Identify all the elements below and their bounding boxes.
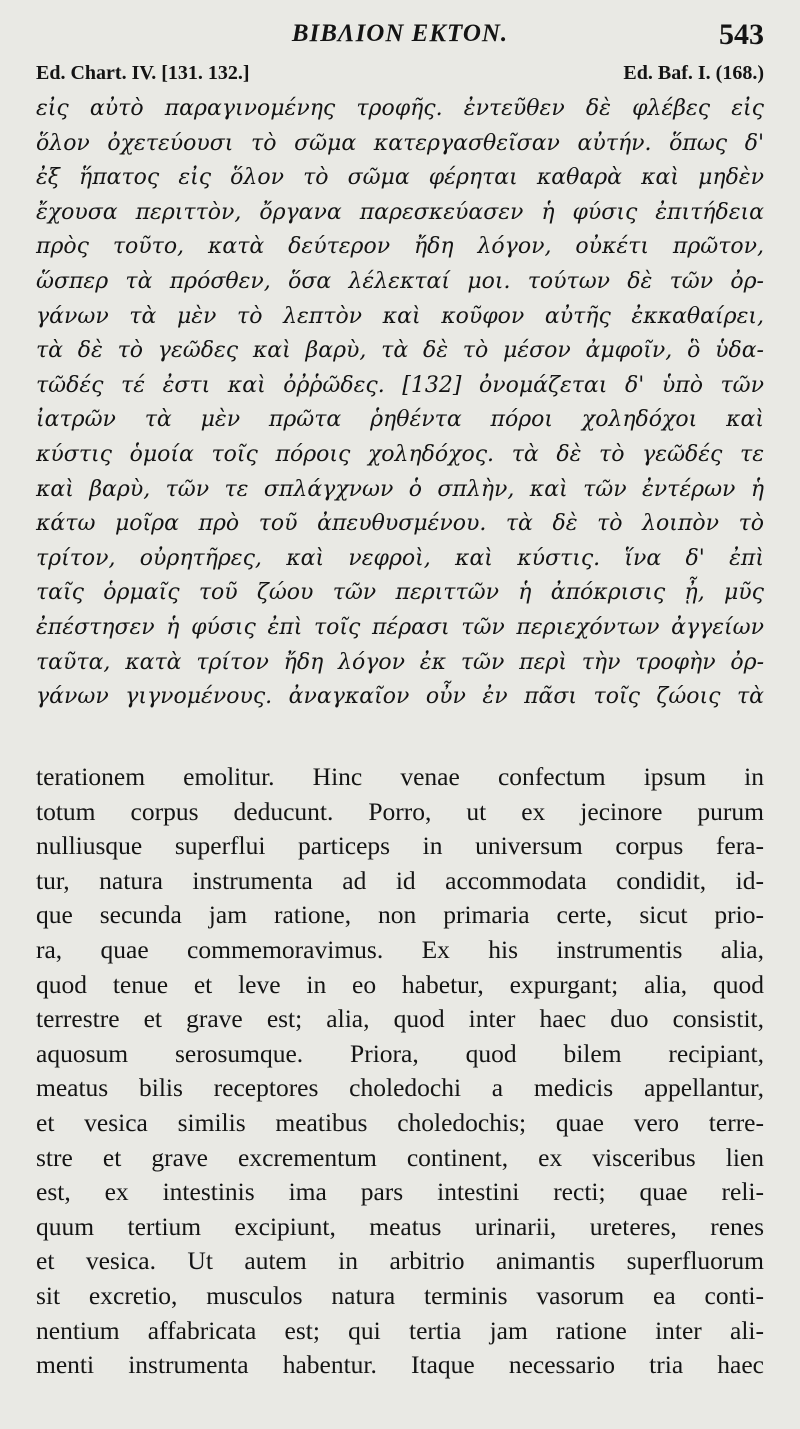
latin-text-line: nentium affabricata est; qui tertia jam ratione inter ali-: [36, 1315, 764, 1345]
latin-text-line: tur, natura instrumenta ad id accommodata condidit, id-: [36, 865, 764, 895]
latin-text-line: aquosum serosumque. Priora, quod bilem recipiant,: [36, 1038, 764, 1068]
greek-text-line: τρίτον, οὐρητῆρες, καὶ νεφροὶ, καὶ κύστις. ἵνα δ' ἐπὶ: [36, 545, 764, 571]
greek-text-block: [36, 92, 764, 715]
greek-text-line: γάνων τὰ μὲν τὸ λεπτὸν καὶ κοῦφον αὐτῆς ἐκκαθαίρει,: [36, 303, 764, 329]
latin-text-line: ra, quae commemoravimus. Ex his instrumentis alia,: [36, 934, 764, 964]
greek-text-line: εἰς αὐτὸ παραγινομένης τροφῆς. ἐντεῦθεν δὲ φλέβες εἰς: [36, 96, 764, 121]
latin-text-line: est, ex intestinis ima pars intestini recti; quae reli-: [36, 1177, 764, 1207]
latin-text-line: stre et grave excrementum continent, ex visceribus lien: [36, 1142, 764, 1172]
latin-text-line: nulliusque superflui particeps in universum corpus fera-: [36, 831, 764, 861]
latin-text-line: que secunda jam ratione, non primaria certe, sicut prio-: [36, 900, 764, 930]
running-title: ΒΙΒΛΙΟΝ ΕΚΤΟΝ.: [291, 20, 509, 47]
greek-text-line: ὥσπερ τὰ πρόσθεν, ὅσα λέλεκταί μοι. τούτων δὲ τῶν ὀρ-: [36, 268, 764, 294]
latin-text-line: terrestre et grave est; alia, quod inter haec duo consistit,: [36, 1004, 764, 1034]
greek-text-line: ὅλον ὀχετεύουσι τὸ σῶμα κατεργασθεῖσαν αὐτήν. ὅπως δ': [36, 130, 764, 156]
latin-text-line: menti instrumenta habentur. Itaque necessario tria haec: [36, 1350, 764, 1380]
greek-text-line: κύστις ὁμοία τοῖς πόροις χοληδόχος. τὰ δὲ τὸ γεῶδές τε: [36, 441, 764, 467]
edition-line: [36, 62, 764, 90]
latin-text-line: quod tenue et leve in eo habetur, expurgant; alia, quod: [36, 969, 764, 999]
running-head: [0, 18, 800, 52]
latin-text-line: sit excretio, musculos natura terminis vasorum ea conti-: [36, 1280, 764, 1310]
greek-text-line: ἐξ ἥπατος εἰς ὅλον τὸ σῶμα φέρηται καθαρὰ καὶ μηδὲν: [36, 165, 764, 191]
latin-text-block: [36, 760, 764, 1383]
greek-text-line: κάτω μοῖρα πρὸ τοῦ ἀπευθυσμένου. τὰ δὲ τὸ λοιπὸν τὸ: [36, 511, 764, 537]
latin-text-line: et vesica. Ut autem in arbitrio animantis superfluorum: [36, 1246, 764, 1276]
greek-text-line: ταῦτα, κατὰ τρίτον ἤδη λόγον ἐκ τῶν περὶ τὴν τροφὴν ὀρ-: [36, 649, 764, 675]
latin-text-line: et vesica similis meatibus choledochis; quae vero terre-: [36, 1107, 764, 1137]
page-number: 543: [719, 18, 764, 51]
edition-chartier: Ed. Chart. IV. [131. 132.]: [36, 62, 250, 84]
greek-text-line: ἰατρῶν τὰ μὲν πρῶτα ῥηθέντα πόροι χοληδόχοι καὶ: [36, 407, 764, 433]
edition-basel: Ed. Baf. I. (168.): [623, 62, 764, 84]
latin-text-line: quum tertium excipiunt, meatus urinarii, ureteres, renes: [36, 1211, 764, 1241]
greek-text-line: γάνων γιγνομένους. ἀναγκαῖον οὖν ἐν πᾶσι τοῖς ζώοις τὰ: [36, 684, 764, 710]
greek-text-line: ἐπέστησεν ἡ φύσις ἐπὶ τοῖς πέρασι τῶν περιεχόντων ἀγγείων: [36, 614, 764, 640]
latin-text-line: terationem emolitur. Hinc venae confectum ipsum in: [36, 762, 764, 791]
greek-text-line: τῶδές τέ ἐστι καὶ ὀῤῥῶδες. [132] ὀνομάζεται δ' ὑπὸ τῶν: [36, 372, 764, 398]
greek-text-line: ταῖς ὁρμαῖς τοῦ ζώου τῶν περιττῶν ἡ ἀπόκρισις ᾖ, μῦς: [36, 580, 764, 606]
greek-text-line: ἔχουσα περιττὸν, ὄργανα παρεσκεύασεν ἡ φύσις ἐπιτήδεια: [36, 199, 764, 225]
latin-text-line: totum corpus deducunt. Porro, ut ex jecinore purum: [36, 796, 764, 826]
greek-text-line: πρὸς τοῦτο, κατὰ δεύτερον ἤδη λόγον, οὐκέτι πρῶτον,: [36, 234, 764, 260]
latin-text-line: meatus bilis receptores choledochi a medicis appellantur,: [36, 1073, 764, 1103]
greek-text-line: καὶ βαρὺ, τῶν τε σπλάγχνων ὁ σπλὴν, καὶ τῶν ἐντέρων ἡ: [36, 476, 764, 502]
greek-text-line: τὰ δὲ τὸ γεῶδες καὶ βαρὺ, τὰ δὲ τὸ μέσον ἀμφοῖν, ὃ ὑδα-: [36, 338, 764, 364]
